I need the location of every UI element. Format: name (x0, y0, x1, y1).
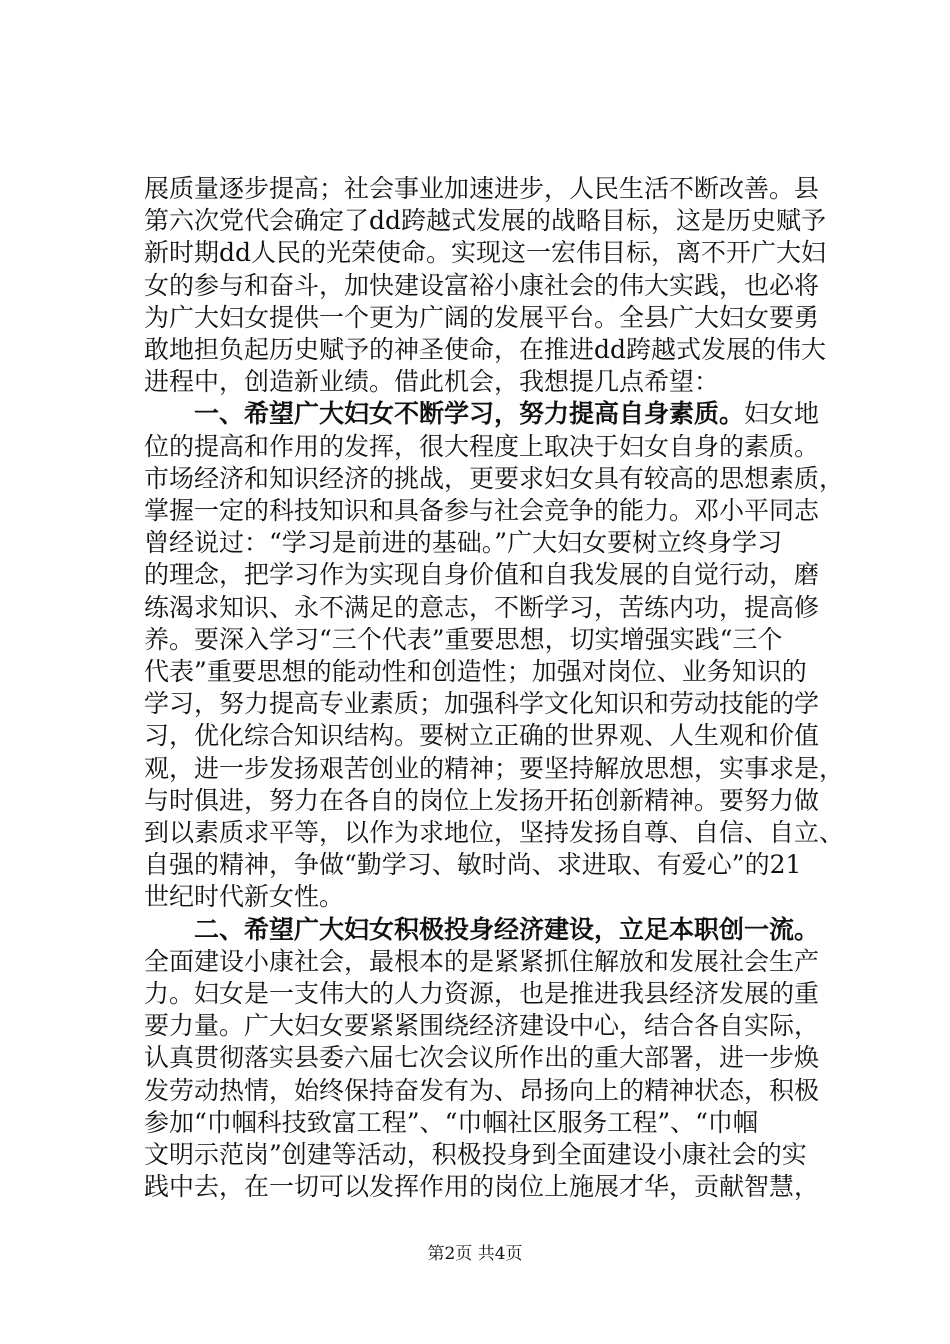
line-text: 认真贯彻落实县委六届七次会议所作出的重大部署，进一步焕 (144, 1043, 820, 1073)
line-text: 观，进一步发扬艰苦创业的精神；要坚持解放思想，实事求是， (144, 753, 845, 783)
text-line (144, 1106, 758, 1140)
line-text: 世纪时代新女性。 (144, 882, 345, 912)
text-line (144, 236, 826, 270)
text-line (144, 848, 801, 882)
line-text: 与时俱进，努力在各自的岗位上发扬开拓创新精神。要努力做 (144, 785, 820, 815)
section-heading-line (194, 397, 819, 431)
text-line (144, 558, 819, 592)
line-text: 新时期dd人民的光荣使命。实现这一宏伟目标，离不开广大妇 (144, 238, 827, 268)
line-text: 位的提高和作用的发挥，很大程度上取决于妇女自身的素质。 (144, 431, 820, 461)
line-text: 曾经说过：“学习是前进的基础。”广大妇女要树立终身学习 (144, 528, 783, 558)
line-text: 代表”重要思想的能动性和创造性；加强对岗位、业务知识的 (144, 657, 807, 686)
text-line (144, 269, 819, 303)
line-text: 自强的精神，争做“勤学习、敏时尚、求进取、有爱心”的21 (144, 850, 802, 880)
text-line (144, 687, 819, 721)
line-text: 敢地担负起历史赋予的神圣使命，在推进dd跨越式发展的伟大 (144, 335, 827, 364)
text-line (144, 365, 719, 399)
line-text: 第六次党代会确定了dd跨越式发展的战略目标，这是历史赋予 (144, 206, 827, 236)
text-line (144, 719, 819, 753)
line-text: 为广大妇女提供一个更为广阔的发展平台。全县广大妇女要勇 (144, 302, 820, 332)
text-line (144, 945, 819, 979)
text-line (144, 1138, 807, 1172)
text-line (144, 816, 844, 850)
line-text: 到以素质求平等，以作为求地位，坚持发扬自尊、自信、自立、 (144, 818, 845, 847)
line-text: 养。要深入学习“三个代表”重要思想，切实增强实践“三个 (144, 624, 783, 654)
line-text: 展质量逐步提高；社会事业加速进步，人民生活不断改善。县 (144, 174, 820, 203)
page-number: 第2页 共4页 (427, 1244, 523, 1264)
text-line (144, 1041, 819, 1075)
text-line (144, 172, 819, 206)
line-text: 全面建设小康社会，最根本的是紧紧抓住解放和发展社会生产 (144, 946, 820, 976)
text-line (144, 494, 819, 528)
text-line (144, 526, 782, 560)
text-line (144, 333, 826, 367)
line-text: 掌握一定的科技知识和具备参与社会竞争的能力。邓小平同志 (144, 496, 820, 525)
line-text: 市场经济和知识经济的挑战，更要求妇女具有较高的思想素质， (144, 463, 845, 493)
line-text: 妇女地 (744, 399, 820, 429)
text-line (144, 591, 819, 625)
line-text: 践中去，在一切可以发挥作用的岗位上施展才华，贡献智慧， (144, 1172, 820, 1202)
line-text: 文明示范岗”创建等活动，积极投身到全面建设小康社会的实 (144, 1140, 807, 1169)
line-text: 力。妇女是一支伟大的人力资源，也是推进我县经济发展的重 (144, 979, 820, 1008)
text-line (144, 655, 807, 689)
line-text: 的理念，把学习作为实现自身价值和自我发展的自觉行动，磨 (144, 560, 820, 590)
line-text: 女的参与和奋斗，加快建设富裕小康社会的伟大实践，也必将 (144, 270, 820, 300)
section-heading: 一、希望广大妇女不断学习，努力提高自身素质。 (194, 399, 745, 429)
text-line (144, 1009, 819, 1043)
line-text: 进程中，创造新业绩。借此机会，我想提几点希望： (144, 367, 720, 397)
text-line (144, 204, 826, 238)
text-line (144, 752, 844, 786)
text-line (144, 784, 819, 818)
text-line (144, 1074, 819, 1108)
line-text: 要力量。广大妇女要紧紧围绕经济建设中心，结合各自实际， (144, 1011, 820, 1041)
text-line (144, 1170, 819, 1204)
line-text: 学习，努力提高专业素质；加强科学文化知识和劳动技能的学 (144, 689, 820, 719)
text-line (144, 977, 819, 1011)
line-text: 练渴求知识、永不满足的意志，不断学习，苦练内功，提高修 (144, 592, 820, 622)
text-line (144, 880, 344, 914)
section-heading-line (194, 913, 819, 947)
text-line (144, 462, 844, 496)
line-text: 发劳动热情，始终保持奋发有为、昂扬向上的精神状态，积极 (144, 1075, 820, 1105)
line-text: 参加“巾帼科技致富工程”、“巾帼社区服务工程”、“巾帼 (144, 1107, 758, 1137)
text-line (144, 301, 819, 335)
text-line (144, 430, 819, 464)
text-line (144, 623, 782, 657)
line-text: 习，优化综合知识结构。要树立正确的世界观、人生观和价值 (144, 721, 820, 751)
section-heading: 二、希望广大妇女积极投身经济建设，立足本职创一流。 (194, 914, 820, 944)
page-footer (0, 1243, 950, 1265)
